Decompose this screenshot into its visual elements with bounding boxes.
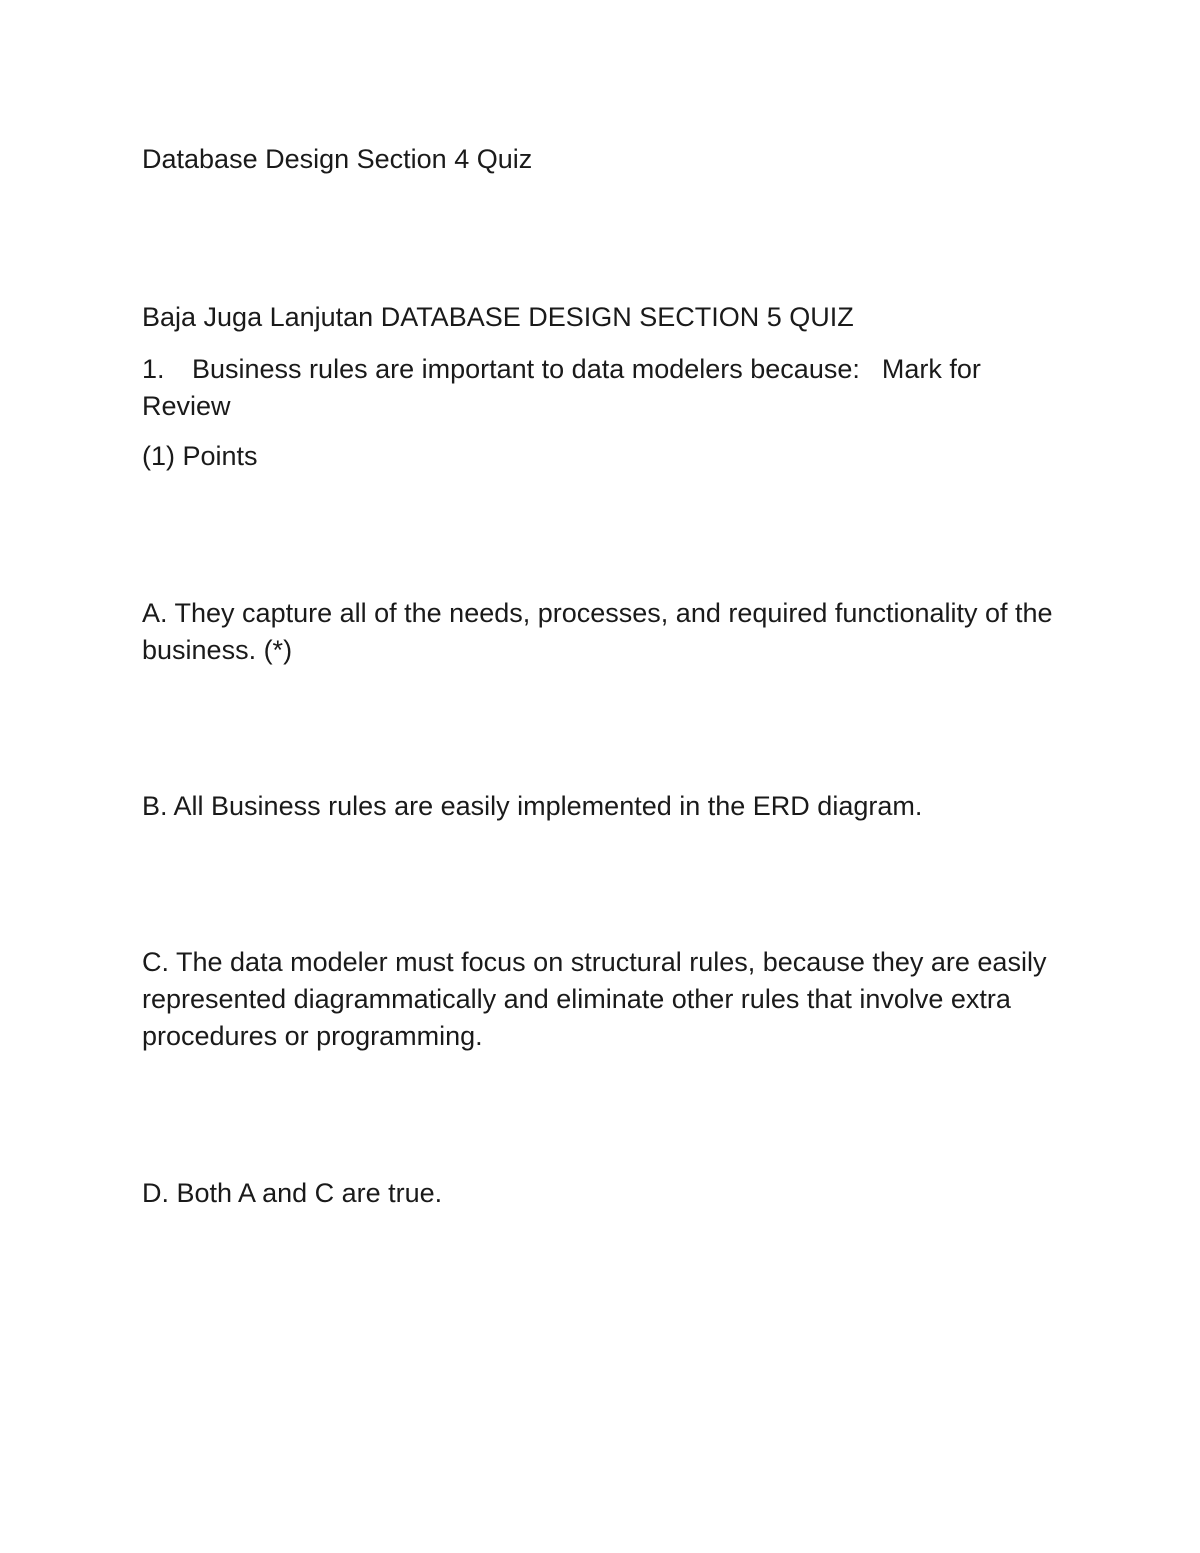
question-1 xyxy=(142,351,1062,425)
document-title: Database Design Section 4 Quiz xyxy=(142,144,533,174)
answer-option-c: C. The data modeler must focus on structural rules, because they are easily represented diagrammatically and eliminate other rules that involve extra procedures or programming. xyxy=(142,947,1047,1051)
question-points: (1) Points xyxy=(142,441,258,471)
quiz-heading: Baja Juga Lanjutan DATABASE DESIGN SECTION 5 QUIZ xyxy=(142,302,854,332)
answer-option-d: D. Both A and C are true. xyxy=(142,1178,443,1208)
question-text: Business rules are important to data modelers because: xyxy=(192,354,860,384)
question-number: 1. xyxy=(142,354,165,384)
mark-for-review-label: Mark for Review xyxy=(142,354,981,421)
answer-option-b: B. All Business rules are easily implemented in the ERD diagram. xyxy=(142,791,923,821)
answer-option-a: A. They capture all of the needs, processes, and required functionality of the business. (*) xyxy=(142,598,1053,665)
